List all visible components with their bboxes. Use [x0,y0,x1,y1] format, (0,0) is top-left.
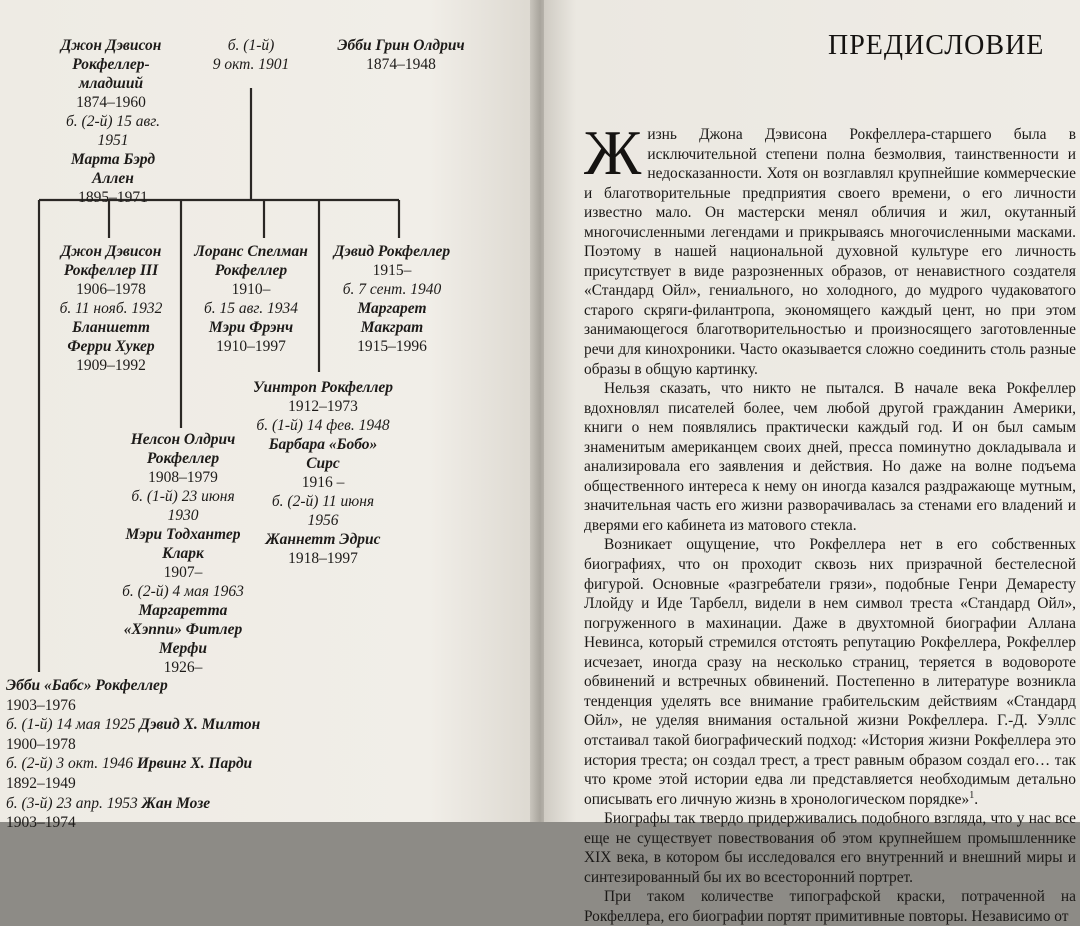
spouse-life-years: 1892–1949 [6,774,76,792]
life-years: 1903–1976 [6,696,76,714]
chapter-title: ПРЕДИСЛОВИЕ [828,30,1045,61]
spouse-name-line: Маргаретта [138,602,228,619]
name-line: Дэвид Рокфеллер [333,243,451,260]
child-node-abby [6,676,260,833]
name-line: Рокфеллер III [63,262,159,279]
preface-body [584,117,1076,926]
paragraph-text: Возникает ощущение, что Рокфеллера нет в его собственных биографиях, что он проходит сквозь них призрачной бестелесной фигурой. Основные «разгребатели грязи», подобные Генри Демаресту Ллойду и Иде Тарбелл, видели в нем символ треста «Стандард Ойл», погруженного в махинации. Даже в двухтомной биографии Аллана Невинса, который стремился отстоять репутацию Рокфеллера, Рокфеллер исчезает, иногда сразу на несколько страниц, теряется в водовороте обвинений и встречных обвинений. Постепенно в литературе возникла тенденция уделять все внимание грабительским действиям «Стандард Ойл», не уделяя внимания остальной жизни Рокфеллера. Г.-Д. Уэллс отстаивал такой биографический подход: «История жизни Рокфеллера это история треста; он создал трест, а трест равным образом создал его… так что кроме этой истории едва ли представляется необходимым детально описывать его личную жизнь в хронологическом порядке» [584,536,1076,808]
spouse-name-line: «Хэппи» Фитлер [123,621,243,638]
spouse-name: Жан Мозе [141,794,211,812]
marriage-line: 1951 [97,132,129,149]
spouse-life-years: 1918–1997 [288,550,358,567]
left-page-genealogy [0,0,536,832]
marriage-line: б. (2-й) 4 мая 1963 [122,583,244,600]
life-years: 1906–1978 [76,281,146,298]
marriage-line: 9 окт. 1901 [212,56,290,73]
marriage-date: б. (2-й) 3 окт. 1946 [6,755,137,773]
name-line: Джон Дэвисон [60,37,162,54]
spouse-name-line: Сирс [306,455,340,472]
marriage-date: б. (1-й) 14 мая 1925 [6,716,140,734]
marriage-line: б. (1-й) 14 фев. 1948 [256,417,390,434]
spouse-name-line: Жаннетт Эдрис [265,531,381,548]
life-years: 1895–1971 [78,189,148,206]
paragraph: Нельзя сказать, что никто не пытался. В начале века Рокфеллер вдохновлял писателей более, чем любой другой гражданин Америки, книги о нем появлялись практически каждый год. И он был самым знаменитым американцем своих дней, пресса поминутно докладывала и анализировала его заявления и действия. Но даже на волне подъема общественного интереса к нему он иногда казался раздражающе мутным, значительная часть его жизни разворачивалась за стенами его владений и дверями его кабинета из матового стекла. [584,380,1076,534]
marriage-line: б. (1-й) [227,37,275,54]
marriage-line: 1930 [167,507,199,524]
paragraph-text: изнь Джона Дэвисона Рокфеллера-старшего была в исключительной степени полна безмолвия, таинственности и недосказанности. Хотя он возглавлял крупнейшие коммерческие и благотворительные предприятия своего времени, о его личности известно мало. Он мастерски менял обличия и жил, окутанный многочисленными легендами и прикрываясь многочисленными масками. Поэтому в нашей национальной духовной культуре его личность присутствует в виде разрозненных образов, от ненавистного создателя «Стандард Ойл», гениального, но холодного, до мудрого чудаковатого старого скряги-филантропа, экономящего каждый цент, но при этом занимающегося благотворительностью и произносящего заготовленные речи для кинохроники. Часто оказывается сложно соединить столь разные образы в общую картинку. [584,126,1076,378]
spouse-2-node [48,150,178,207]
spouse-name-line: Мэри Тодхантер [125,526,241,543]
marriage-1-node [190,36,312,74]
life-years: 1915– [372,262,412,279]
spouse-name: Дэвид Х. Милтон [139,716,261,734]
life-years: 1908–1979 [148,469,218,486]
paragraph: Возникает ощущение, что Рокфеллера нет в его собственных биографиях, что он проходит сквозь них призрачной бестелесной фигурой. Основные «разгребатели грязи», подобные Генри Демаресту Ллойду и Иде Тарбелл, видели в нем символ треста «Стандард Ойл», погруженного в махинации. Даже в двухтомной биографии Аллана Невинса, который стремился отстоять репутацию Рокфеллера, Рокфеллер исчезает, иногда сразу на несколько страниц, теряется в водовороте обвинений и встречных обвинений. Постепенно в литературе возникла тенденция уделять все внимание грабительским действиям «Стандард Ойл», не уделяя внимания остальной жизни Рокфеллера. Г.-Д. Уэллс отстаивал такой биографический подход: «История жизни Рокфеллера это история треста; он создал трест, а трест равным образом создал его… так что кроме этой истории едва ли представляется необходимым детально описывать его личную жизнь в хронологическом порядке»$^1$. [584,536,1076,808]
spouse-life-years: 1909–1992 [76,357,146,374]
spouse-name-line: Макграт [360,319,424,336]
name-line: Аллен [92,170,134,187]
child-node-winthrop [250,378,396,568]
marriage-date: б. (3-й) 23 апр. 1953 [6,794,142,812]
name-line: Рокфеллер [214,262,288,279]
name-line: Эбби Грин Олдрич [337,37,465,54]
name-line: Рокфеллер- [72,56,150,73]
footnote-marker: 1 [969,789,975,801]
name-line: Уинтроп Рокфеллер [252,379,394,396]
name-line: Эбби «Бабс» Рокфеллер [6,677,168,694]
paragraph: Биографы так твердо придерживались подобного взгляда, что у нас все еще не существует повествования об этом крупнейшем промышленнике XIX века, в котором бы исследовался его внутренний и внешний миры и синтезированный бы их во всесторонний портрет. [584,810,1076,886]
marriage-line [6,754,260,774]
spouse-1-node [326,36,476,74]
marriage-line: б. 11 нояб. 1932 [59,300,163,317]
spouse-life-years: 1915–1996 [357,338,427,355]
name-line: младший [78,75,144,92]
spouse-name-line: Барбара «Бобо» [268,436,378,453]
child-node-nelson [110,430,256,677]
name-line: Марта Бэрд [70,151,156,168]
spouse-life-years: 1916 – [301,474,345,491]
name-line: Лоранс Спелман [194,243,308,260]
spouse-name-line: Ферри Хукер [67,338,155,355]
marriage-line: б. (2-й) 11 июня [271,493,375,510]
spouse-name-line: Мэри Фрэнч [208,319,294,336]
marriage-line: 1956 [307,512,339,529]
child-node-jdr3 [52,242,170,375]
spouse-name-line: Бланшетт [72,319,150,336]
right-page-preface [544,0,1080,925]
marriage-2-node [48,112,178,150]
life-years: 1874–1948 [366,56,436,73]
spouse-life-years: 1910–1997 [216,338,286,355]
spouse-name-line: Кларк [162,545,204,562]
life-years: 1912–1973 [288,398,358,415]
marriage-line [6,794,260,814]
child-node-laurance [186,242,316,356]
child-node-david [328,242,456,356]
life-years: 1910– [231,281,271,298]
spouse-life-years: 1900–1978 [6,735,76,753]
drop-cap: Ж [584,117,642,188]
marriage-line: б. 7 сент. 1940 [342,281,442,298]
name-line: Джон Дэвисон [60,243,162,260]
marriage-line: б. 15 авг. 1934 [204,300,298,317]
marriage-line: б. (2-й) 15 авг. [66,113,160,130]
paragraph [584,117,1076,379]
marriage-line: б. (1-й) 23 июня [131,488,235,505]
spouse-name-line: Мерфи [159,640,207,657]
spouse-life-years: 1903–1974 [6,814,76,832]
name-line: Нелсон Олдрич [130,431,236,448]
paragraph: При таком количестве типографской краски, потраченной на Рокфеллера, его биографии портят примитивные повторы. Независимо от [584,888,1076,925]
spouse-name: Ирвинг Х. Парди [136,755,253,773]
marriage-line [6,715,260,735]
life-years: 1874–1960 [76,94,146,111]
spouse-life-years: 1926– [163,659,203,676]
name-line: Рокфеллер [146,450,220,467]
spouse-name-line: Маргарет [357,300,427,317]
spouse-life-years: 1907– [163,564,203,581]
founder-node [44,36,178,112]
